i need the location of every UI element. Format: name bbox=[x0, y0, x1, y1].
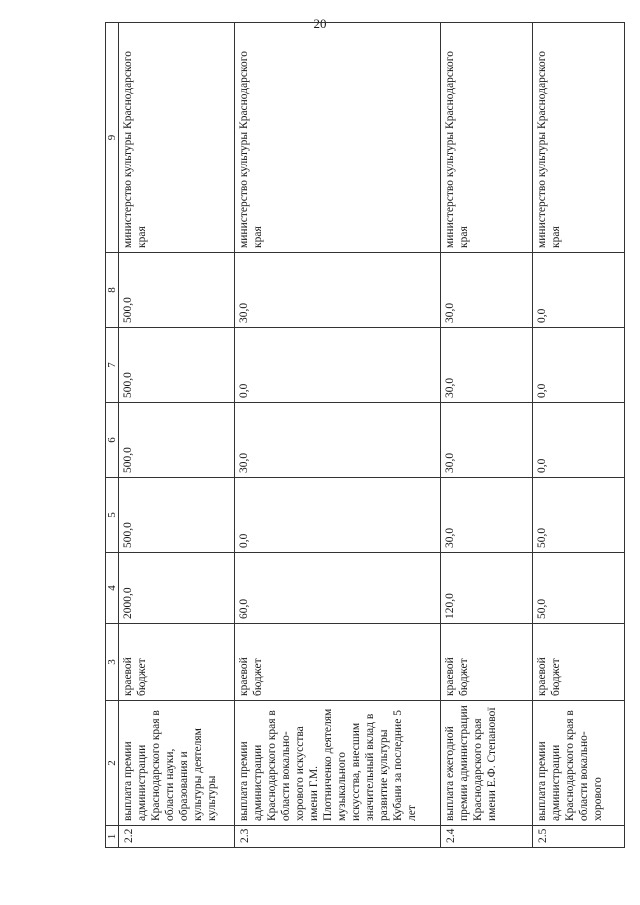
column-header: 7 bbox=[106, 328, 119, 403]
total-value: 120,0 bbox=[441, 553, 533, 624]
year-value: 30,0 bbox=[441, 328, 533, 403]
year-value: 500,0 bbox=[119, 253, 235, 328]
year-value: 0,0 bbox=[533, 253, 625, 328]
year-value: 30,0 bbox=[441, 478, 533, 553]
column-header: 3 bbox=[106, 624, 119, 701]
table-row bbox=[533, 23, 625, 848]
column-header: 6 bbox=[106, 403, 119, 478]
row-number: 2.5 bbox=[533, 826, 625, 848]
table-row bbox=[441, 23, 533, 848]
column-header: 2 bbox=[106, 701, 119, 826]
funding-source: краевой бюджет bbox=[441, 624, 533, 701]
year-value: 500,0 bbox=[119, 478, 235, 553]
budget-table bbox=[105, 22, 625, 848]
executor: министерство культуры Краснодарского края bbox=[119, 23, 235, 253]
row-description: выплата ежегодной премии администрации Краснодарского края имени Е.Ф. Степанової bbox=[441, 701, 533, 826]
row-description: выплата премии администрации Краснодарского края в области вокально-хорового bbox=[533, 701, 625, 826]
executor: министерство культуры Краснодарского края bbox=[441, 23, 533, 253]
row-description: выплата премии администрации Краснодарского края в области науки, образования и культуры деятелям культуры bbox=[119, 701, 235, 826]
row-description: выплата премии администрации Краснодарского края в области вокально-хорового искусства имени Г.М. Плотниченко деятелям музыкального искусства, внесшим значительный вклад в развитие культуры Кубани за последние 5 лет bbox=[235, 701, 441, 826]
row-number: 2.2 bbox=[119, 826, 235, 848]
year-value: 30,0 bbox=[441, 403, 533, 478]
total-value: 50,0 bbox=[533, 553, 625, 624]
year-value: 500,0 bbox=[119, 328, 235, 403]
header-row bbox=[106, 23, 119, 848]
year-value: 0,0 bbox=[533, 328, 625, 403]
total-value: 60,0 bbox=[235, 553, 441, 624]
column-header: 4 bbox=[106, 553, 119, 624]
executor: министерство культуры Краснодарского края bbox=[533, 23, 625, 253]
funding-source: краевой бюджет bbox=[533, 624, 625, 701]
page-number: 20 bbox=[313, 16, 327, 31]
column-header: 5 bbox=[106, 478, 119, 553]
table-row bbox=[235, 23, 441, 848]
row-number: 2.4 bbox=[441, 826, 533, 848]
funding-source: краевой бюджет bbox=[235, 624, 441, 701]
year-value: 0,0 bbox=[235, 478, 441, 553]
rotated-table-container bbox=[105, 43, 623, 848]
year-value: 0,0 bbox=[533, 403, 625, 478]
table-header bbox=[106, 23, 119, 848]
year-value: 30,0 bbox=[235, 253, 441, 328]
table-row bbox=[119, 23, 235, 848]
total-value: 2000,0 bbox=[119, 553, 235, 624]
year-value: 500,0 bbox=[119, 403, 235, 478]
funding-source: краевой бюджет bbox=[119, 624, 235, 701]
column-header: 9 bbox=[106, 23, 119, 253]
row-number: 2.3 bbox=[235, 826, 441, 848]
year-value: 30,0 bbox=[441, 253, 533, 328]
year-value: 50,0 bbox=[533, 478, 625, 553]
executor: министерство культуры Краснодарского края bbox=[235, 23, 441, 253]
column-header: 1 bbox=[106, 826, 119, 848]
year-value: 30,0 bbox=[235, 403, 441, 478]
year-value: 0,0 bbox=[235, 328, 441, 403]
column-header: 8 bbox=[106, 253, 119, 328]
